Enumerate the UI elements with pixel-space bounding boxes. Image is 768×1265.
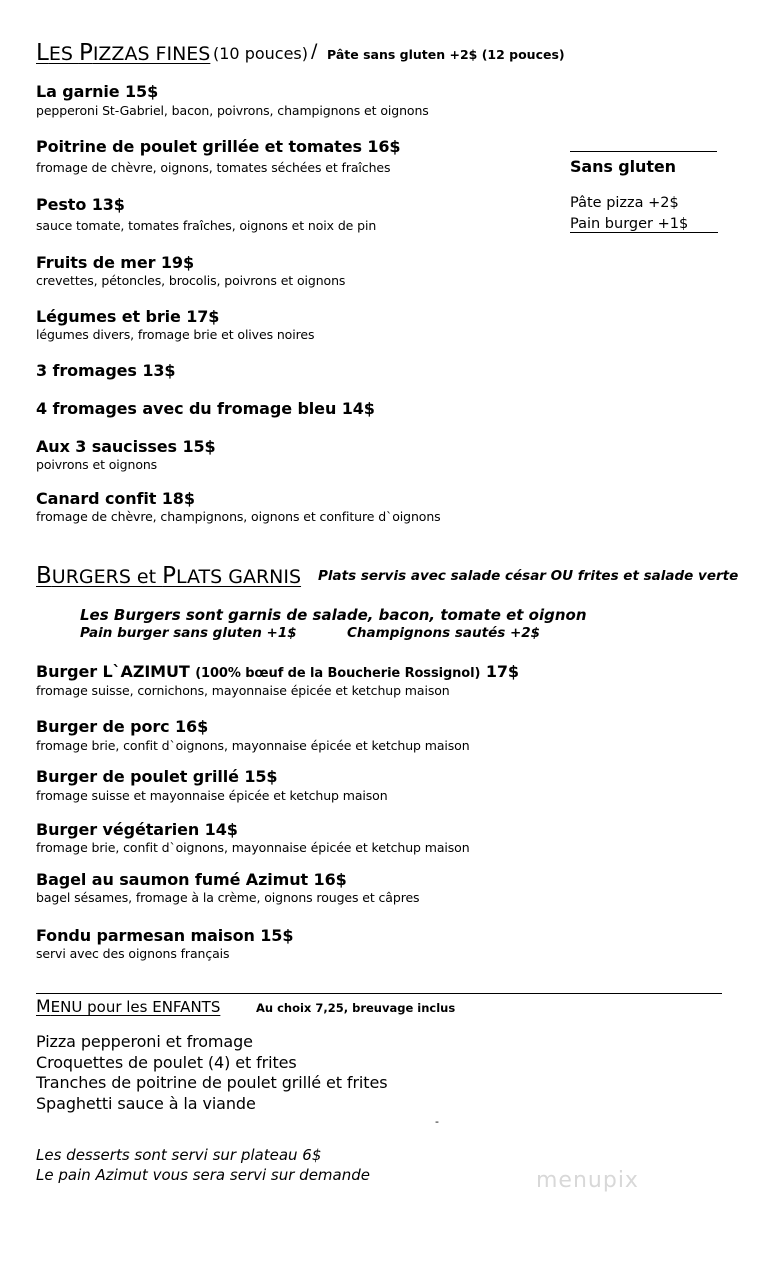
gluten-box-rule xyxy=(570,151,717,152)
pizza-item-desc: légumes divers, fromage brie et olives noires xyxy=(36,327,315,342)
burger-item-name: Burger L`AZIMUT (100% bœuf de la Boucherie Rossignol) 17$ xyxy=(36,662,519,681)
kids-menu-item: Spaghetti sauce à la viande xyxy=(36,1094,256,1113)
burgers-garnish-note: Les Burgers sont garnis de salade, bacon, tomate et oignon xyxy=(80,606,587,624)
title-slash: / xyxy=(311,40,318,62)
pizza-item-name: Poitrine de poulet grillée et tomates 16$ xyxy=(36,137,401,156)
burger-item-name: Fondu parmesan maison 15$ xyxy=(36,926,294,945)
kids-menu-note: Au choix 7,25, breuvage inclus xyxy=(256,1001,456,1015)
burger-item-desc: fromage brie, confit d`oignons, mayonnaise épicée et ketchup maison xyxy=(36,840,470,855)
gluten-box-burger: Pain burger +1$ xyxy=(570,216,718,233)
burger-item-name: Burger de porc 16$ xyxy=(36,717,209,736)
burger-item-desc: servi avec des oignons français xyxy=(36,946,230,961)
pizzas-section-title: LES PIZZAS FINES xyxy=(36,40,211,66)
gluten-free-bun-note: Pain burger sans gluten +1$ xyxy=(80,625,297,641)
stray-dash: - xyxy=(435,1115,439,1128)
gluten-box-pizza: Pâte pizza +2$ xyxy=(570,195,679,211)
bread-note: Le pain Azimut vous sera servi sur demande xyxy=(36,1166,370,1184)
pizza-item-name: Fruits de mer 19$ xyxy=(36,253,194,272)
burger-item-name: Burger végétarien 14$ xyxy=(36,820,238,839)
pizza-item-name: Canard confit 18$ xyxy=(36,489,195,508)
burger-item-name: Burger de poulet grillé 15$ xyxy=(36,767,278,786)
mushrooms-note: Champignons sautés +2$ xyxy=(347,625,541,641)
burger-item-desc: fromage brie, confit d`oignons, mayonnaise épicée et ketchup maison xyxy=(36,738,470,753)
kids-menu-title: MENU pour les ENFANTS xyxy=(36,997,221,1017)
pizza-item-name: 4 fromages avec du fromage bleu 14$ xyxy=(36,399,375,418)
pizza-item-name: Aux 3 saucisses 15$ xyxy=(36,437,216,456)
pizza-item-desc: pepperoni St-Gabriel, bacon, poivrons, champignons et oignons xyxy=(36,103,429,118)
pizza-item-desc: fromage de chèvre, champignons, oignons et confiture d`oignons xyxy=(36,509,441,524)
menupix-watermark: menupix xyxy=(536,1168,639,1193)
kids-menu-rule xyxy=(36,993,722,994)
burgers-section-title: BURGERS et PLATS GARNIS xyxy=(36,563,302,589)
burger-item-name: Bagel au saumon fumé Azimut 16$ xyxy=(36,870,347,889)
kids-menu-item: Croquettes de poulet (4) et frites xyxy=(36,1053,297,1072)
kids-menu-item: Tranches de poitrine de poulet grillé et frites xyxy=(36,1073,388,1092)
gluten-box-title: Sans gluten xyxy=(570,157,676,176)
pizza-item-name: Pesto 13$ xyxy=(36,195,125,214)
burger-item-desc: fromage suisse, cornichons, mayonnaise épicée et ketchup maison xyxy=(36,683,450,698)
pizza-item-desc: poivrons et oignons xyxy=(36,457,158,472)
burger-item-desc: bagel sésames, fromage à la crème, oignons rouges et câpres xyxy=(36,890,420,905)
pizza-item-desc: crevettes, pétoncles, brocolis, poivrons et oignons xyxy=(36,273,346,288)
desserts-note: Les desserts sont servi sur plateau 6$ xyxy=(36,1146,322,1164)
pizza-item-desc: sauce tomate, tomates fraîches, oignons et noix de pin xyxy=(36,218,377,233)
pizza-size-note: (10 pouces) xyxy=(213,44,308,63)
pizza-gluten-note: Pâte sans gluten +2$ (12 pouces) xyxy=(327,47,565,62)
pizza-item-name: La garnie 15$ xyxy=(36,82,159,101)
pizza-item-name: Légumes et brie 17$ xyxy=(36,307,220,326)
pizza-item-name: 3 fromages 13$ xyxy=(36,361,176,380)
pizza-item-desc: fromage de chèvre, oignons, tomates séchées et fraîches xyxy=(36,160,391,175)
burgers-sides-note: Plats servis avec salade césar OU frites et salade verte xyxy=(318,568,739,584)
burger-item-desc: fromage suisse et mayonnaise épicée et ketchup maison xyxy=(36,788,388,803)
kids-menu-item: Pizza pepperoni et fromage xyxy=(36,1032,253,1051)
